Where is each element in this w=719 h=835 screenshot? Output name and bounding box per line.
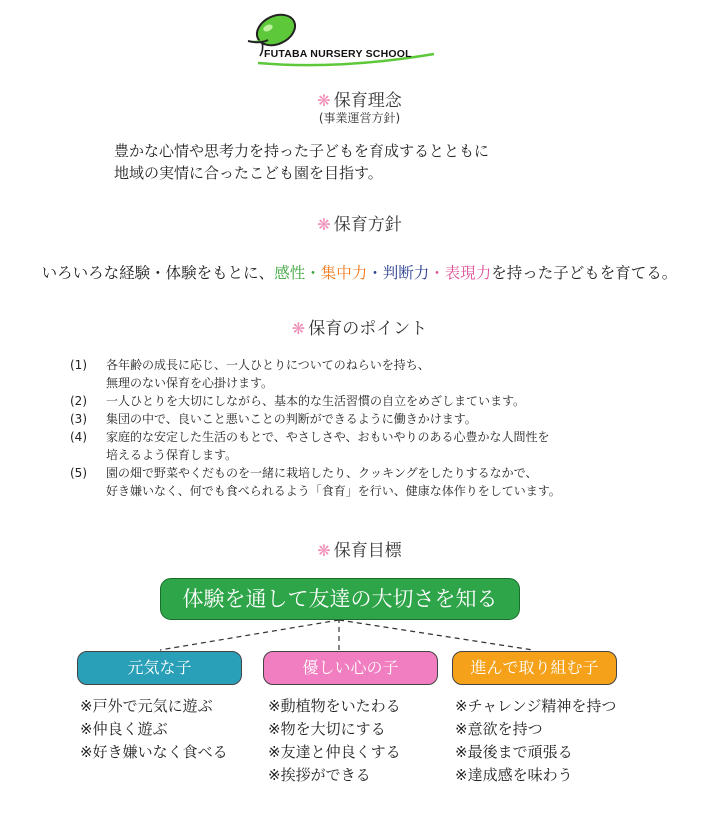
list-item: (2) 一人ひとりを大切にしながら、基本的な生活習慣の自立をめざしまています。 — [70, 394, 526, 408]
flower-icon: ❋ — [317, 541, 331, 560]
flower-icon: ❋ — [291, 319, 306, 338]
keyword-hyogenryoku: 表現力 — [444, 264, 492, 282]
list-item: ※戸外で元気に遊ぶ — [80, 697, 213, 715]
philosophy-subtitle: (事業運営方針) — [318, 111, 401, 125]
list-item: ※意欲を持つ — [455, 720, 543, 738]
list-item: ※好き嫌いなく食べる — [80, 743, 228, 761]
philosophy-line: 豊かな心情や思考力を持った子どもを育成するとともに — [114, 142, 490, 160]
logo-text: FUTABA NURSERY SCHOOL — [264, 48, 412, 60]
connector-line — [339, 620, 533, 650]
policy-text: いろいろな経験・体験をもとに、感性・集中力・判断力・表現力を持った子どもを育てる。 — [41, 264, 678, 282]
flower-icon: ❋ — [317, 91, 331, 110]
list-item: ※動植物をいたわる — [268, 697, 401, 715]
flower-icon: ❋ — [317, 215, 331, 234]
list-item: (5) 園の畑で野菜やくだものを一緒に栽培したり、クッキングをしたりするなかで、 好き嫌いなく、何でも食べられるよう「食育」を行い、健康な体作りをしています。 — [70, 466, 561, 498]
goal-yasashii: 優しい心の子 — [263, 651, 438, 685]
connector-line — [160, 620, 339, 650]
keyword-shuchuryoku: 集中力 — [320, 264, 368, 282]
goal-genki: 元気な子 — [77, 651, 242, 685]
list-item: ※チャレンジ精神を持つ — [455, 697, 617, 715]
policy-title: ❋ 保育方針 — [317, 215, 402, 235]
goals-title: ❋ 保育目標 — [317, 541, 402, 561]
list-item: (4) 家庭的な安定した生活のもとで、やさしさや、おもいやりのある心豊かな人間性を 培えるよう保育します。 — [70, 430, 550, 462]
list-item: (1) 各年齢の成長に応じ、一人ひとりについてのねらいを持ち、 無理のない保育を心掛けます。 — [70, 358, 430, 390]
goal-susunde-list — [455, 695, 616, 787]
keyword-kansei: 感性 — [274, 264, 306, 282]
list-item: ※仲良く遊ぶ — [80, 720, 168, 738]
goal-genki-list — [80, 695, 228, 764]
keyword-handanryoku: 判断力 — [382, 264, 430, 282]
goal-susunde: 進んで取り組む子 — [452, 651, 617, 685]
goal-yasashii-list — [268, 695, 401, 787]
philosophy-line: 地域の実情に合ったこども園を目指す。 — [114, 164, 383, 182]
list-item: ※友達と仲良くする — [268, 743, 401, 761]
list-item: ※挨拶ができる — [268, 766, 371, 784]
list-item: (3) 集団の中で、良いこと悪いことの判断ができるように働きかけます。 — [70, 412, 477, 426]
main-goal: 体験を通して友達の大切さを知る — [160, 578, 520, 620]
points-title: ❋ 保育のポイント — [291, 319, 428, 339]
list-item: ※物を大切にする — [268, 720, 386, 738]
list-item: ※最後まで頑張る — [455, 743, 573, 761]
philosophy-title: ❋ 保育理念 — [317, 91, 402, 111]
list-item: ※達成感を味わう — [455, 766, 573, 784]
